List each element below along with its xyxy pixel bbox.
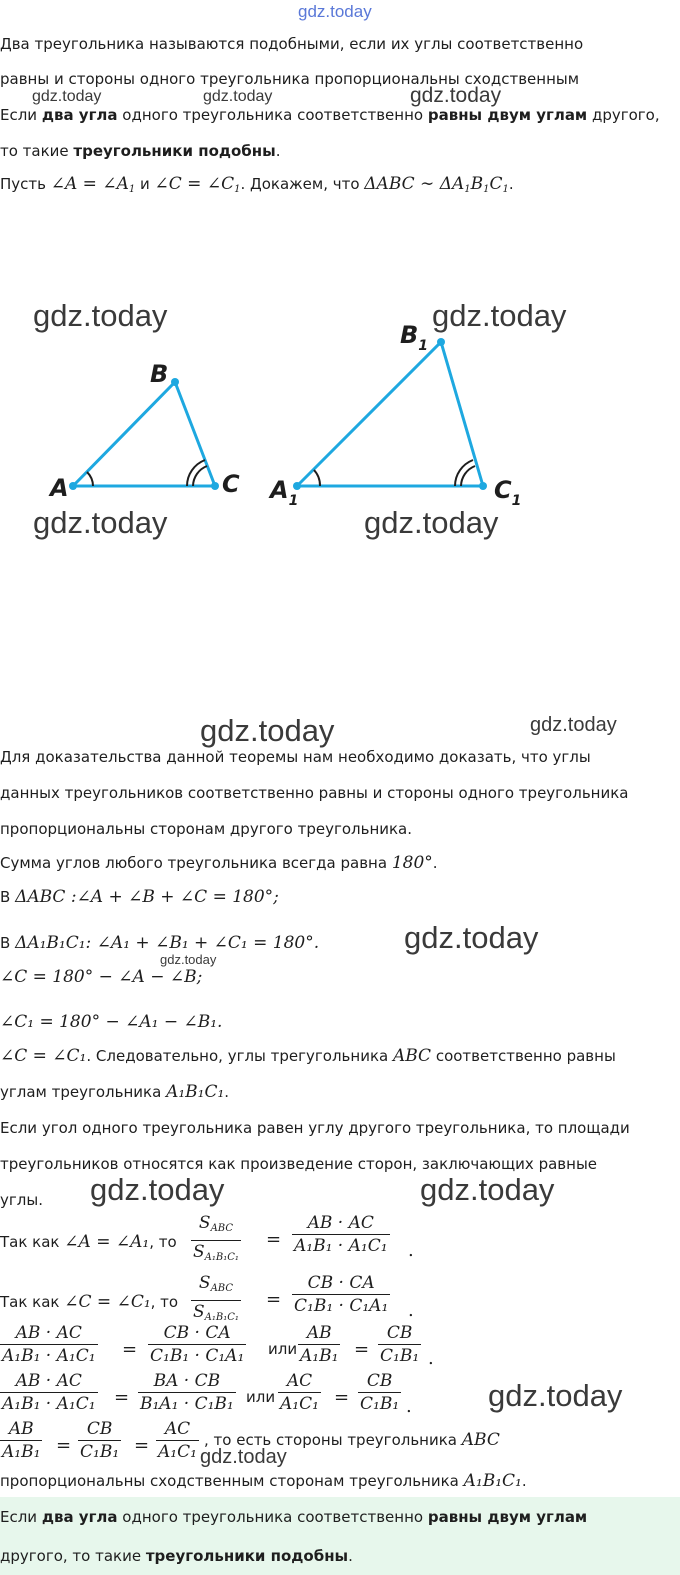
denominator: A₁B₁ · A₁C₁ — [2, 1346, 96, 1366]
fraction — [138, 1370, 236, 1415]
fraction — [298, 1322, 340, 1367]
equals-sign: = — [266, 1229, 282, 1250]
proof-line-8 — [0, 1012, 222, 1032]
subscript: A₁B₁C₁ — [204, 1252, 239, 1263]
text: . — [348, 1547, 353, 1565]
numerator: AB · AC — [15, 1323, 82, 1343]
proof-line-4 — [0, 853, 438, 873]
denominator: A₁B₁ · A₁C₁ — [2, 1394, 96, 1414]
conclusion-line-1 — [0, 1507, 587, 1527]
math: S — [193, 1242, 205, 1262]
text: и — [135, 175, 155, 193]
text: . — [432, 854, 438, 872]
text: соответственно равны — [431, 1047, 616, 1065]
fraction — [0, 1322, 98, 1367]
vertex-label-c1 — [494, 476, 521, 509]
numerator: CB · CA — [163, 1323, 231, 1343]
text: В — [0, 888, 16, 906]
fraction-sides — [292, 1212, 390, 1257]
text: Пусть — [0, 175, 51, 193]
text: . — [275, 142, 281, 160]
bold-text: два угла — [41, 1508, 118, 1526]
text: одного треугольника соответственно — [117, 106, 428, 124]
proof-line-9 — [0, 1046, 616, 1066]
label: B — [400, 321, 419, 349]
definition-line-1: Два треугольника называются подобными, если их углы соответственно — [0, 35, 584, 53]
text: . — [521, 1472, 527, 1490]
triangle-abc — [48, 360, 240, 502]
subscript: 1 — [234, 184, 241, 195]
watermark: gdz.today — [488, 1378, 623, 1413]
denominator: A₁B₁ · A₁C₁ — [294, 1236, 388, 1256]
fraction — [0, 1370, 98, 1415]
fraction — [148, 1322, 246, 1367]
text: , то — [149, 1233, 177, 1251]
theorem-line-1 — [0, 105, 660, 125]
period: . — [408, 1240, 414, 1261]
subscript: A₁B₁C₁ — [204, 1312, 239, 1323]
proof-line-12: треугольников относятся как произведение сторон, заключающих равные — [0, 1155, 598, 1173]
watermark: gdz.today — [32, 88, 102, 105]
period: . — [406, 1396, 412, 1417]
equals-sign: = — [354, 1339, 370, 1360]
bold-text: треугольники подобны — [73, 142, 276, 160]
subscript: 1 — [464, 184, 471, 195]
subscript: 1 — [483, 184, 490, 195]
subscript: 1 — [502, 184, 509, 195]
watermark: gdz.today — [200, 1446, 287, 1468]
numerator: AC — [286, 1371, 313, 1391]
numerator: AB — [8, 1419, 34, 1439]
watermark-top: gdz.today — [298, 2, 372, 21]
conclusion-line-2 — [0, 1546, 353, 1566]
denominator: A₁B₁ — [300, 1346, 339, 1366]
math: A₁B₁C₁ — [166, 1082, 225, 1102]
vertex-label-a1 — [268, 476, 298, 509]
math: S — [193, 1302, 205, 1322]
text: одного треугольника соответственно — [117, 1508, 428, 1526]
math: ∠C = ∠C₁ — [64, 1292, 151, 1312]
math: ABC — [461, 1430, 500, 1450]
watermark: gdz.today — [364, 505, 499, 540]
math: C — [489, 174, 503, 194]
numerator: AB · AC — [307, 1213, 374, 1233]
denominator: C₁B₁ — [380, 1346, 420, 1366]
numerator: CB — [366, 1371, 393, 1391]
watermark: gdz.today — [160, 952, 217, 967]
theorem-line-2 — [0, 141, 280, 161]
text: другого, то такие — [0, 1547, 146, 1565]
ratio-1-prefix — [0, 1232, 177, 1252]
or-text: или — [268, 1340, 298, 1358]
proof-line-5 — [0, 887, 279, 907]
label-sub: 1 — [288, 493, 299, 509]
math: ΔABC ∼ ΔA — [364, 174, 465, 194]
math: ∠C₁ = 180° − ∠A₁ − ∠B₁. — [0, 1012, 223, 1032]
denominator: C₁B₁ — [80, 1442, 120, 1462]
watermark: gdz.today — [33, 505, 168, 540]
let-line — [0, 174, 514, 200]
watermark: gdz.today — [200, 713, 335, 748]
proof-line-10 — [0, 1082, 229, 1102]
final-line — [0, 1471, 527, 1491]
fraction — [278, 1370, 321, 1415]
or-text: или — [246, 1388, 276, 1406]
math-expr — [155, 174, 241, 194]
watermark: gdz.today — [203, 88, 273, 105]
proof-line-6 — [0, 933, 319, 953]
equals-sign: = — [334, 1387, 350, 1408]
text: Так как — [0, 1233, 65, 1251]
denominator: B₁A₁ · C₁B₁ — [140, 1394, 234, 1414]
denominator — [191, 1240, 241, 1269]
denominator: C₁B₁ · C₁A₁ — [150, 1346, 245, 1366]
text: , то — [150, 1293, 179, 1311]
label: C — [494, 476, 512, 504]
denominator: A₁C₁ — [280, 1394, 319, 1414]
triangle-a1b1c1 — [268, 321, 521, 509]
denominator: C₁B₁ — [360, 1394, 400, 1414]
text: В — [0, 934, 16, 952]
vertex-label-a: A — [50, 474, 69, 502]
math: ∠C = ∠C₁ — [0, 1046, 87, 1066]
text: . — [224, 1083, 230, 1101]
watermark: gdz.today — [410, 84, 502, 107]
text: . Докажем, что — [240, 175, 365, 193]
math: ∠A = ∠A₁ — [64, 1232, 150, 1252]
numerator: AB — [306, 1323, 332, 1343]
subscript: 1 — [128, 184, 136, 195]
numerator: CB — [86, 1419, 113, 1439]
numerator — [197, 1272, 235, 1300]
math: ∠A = ∠A — [50, 174, 129, 194]
fraction — [358, 1370, 401, 1415]
numerator: BA · CB — [153, 1371, 221, 1391]
text: . — [508, 175, 514, 193]
numerator: AB · AC — [15, 1371, 82, 1391]
fraction — [0, 1418, 42, 1463]
vertex-label-b1 — [400, 321, 428, 354]
text: Сумма углов любого треугольника всегда равна — [0, 854, 392, 872]
text: Если — [0, 1508, 42, 1526]
watermark: gdz.today — [432, 298, 567, 333]
math: 180° — [391, 853, 433, 873]
numerator: CB — [386, 1323, 413, 1343]
text: Так как — [0, 1293, 65, 1311]
text: . Следовательно, углы трегугольника — [86, 1047, 393, 1065]
period: . — [428, 1348, 434, 1369]
bold-text: равны двум углам — [427, 106, 588, 124]
numerator: CB · CA — [307, 1273, 375, 1293]
proof-line-11: Если угол одного треугольника равен углу другого треугольника, то площади — [0, 1119, 630, 1137]
equals-sign: = — [134, 1435, 150, 1456]
label: A — [270, 476, 289, 504]
fraction — [378, 1322, 421, 1367]
equals-sign: = — [56, 1435, 72, 1456]
numerator: AC — [164, 1419, 191, 1439]
proof-line-7 — [0, 967, 202, 987]
text: углам треугольника — [0, 1083, 167, 1101]
bold-text: треугольники подобны — [145, 1547, 349, 1565]
definition-line-2: равны и стороны одного треугольника пропорциональны сходственным — [0, 70, 580, 88]
numerator — [197, 1212, 235, 1240]
vertex-label-b: B — [150, 360, 169, 388]
ratio-5-text — [204, 1430, 500, 1450]
similarity-expr — [364, 174, 509, 194]
text: другого, — [587, 106, 660, 124]
text: Если — [0, 106, 42, 124]
fraction-area-ratio — [191, 1272, 241, 1329]
math: B — [470, 174, 484, 194]
math: S — [198, 1213, 211, 1233]
math: A₁B₁C₁ — [463, 1471, 522, 1491]
math: ΔABC :∠A + ∠B + ∠C = 180°; — [15, 887, 279, 907]
watermark: gdz.today — [90, 1172, 225, 1207]
vertex-label-c: C — [222, 470, 240, 498]
text: , то есть стороны треугольника — [204, 1431, 462, 1449]
math: S — [198, 1273, 211, 1293]
denominator: C₁B₁ · C₁A₁ — [294, 1296, 389, 1316]
math: ∠C = ∠C — [154, 174, 235, 194]
watermark: gdz.today — [404, 920, 539, 955]
ratio-2-prefix — [0, 1292, 178, 1312]
subscript: ABC — [210, 1223, 233, 1234]
text: то такие — [0, 142, 74, 160]
proof-line-2: данных треугольников соответственно равны и стороны одного треугольника — [0, 784, 629, 802]
math-expr — [51, 174, 135, 194]
fraction-area-ratio — [191, 1212, 241, 1269]
math: ∠C = 180° − ∠A − ∠B; — [0, 967, 203, 987]
proof-line-3: пропорциональны сторонам другого треугольника. — [0, 820, 413, 838]
equals-sign: = — [122, 1339, 138, 1360]
period: . — [408, 1300, 414, 1321]
proof-line-1: Для доказательства данной теоремы нам необходимо доказать, что углы — [0, 748, 591, 766]
math: ABC — [392, 1046, 432, 1066]
proof-line-13: углы. — [0, 1191, 43, 1209]
watermark: gdz.today — [420, 1172, 555, 1207]
denominator: A₁C₁ — [158, 1442, 197, 1462]
math: ΔA₁B₁C₁: ∠A₁ + ∠B₁ + ∠C₁ = 180°. — [15, 933, 320, 953]
equals-sign: = — [266, 1289, 282, 1310]
watermark: gdz.today — [530, 714, 617, 736]
bold-text: два угла — [41, 106, 118, 124]
fraction — [78, 1418, 121, 1463]
text: пропорциональны сходственным сторонам треугольника — [0, 1472, 464, 1490]
fraction-sides — [292, 1272, 390, 1317]
equals-sign: = — [114, 1387, 130, 1408]
denominator: A₁B₁ — [2, 1442, 41, 1462]
fraction — [156, 1418, 199, 1463]
label-sub: 1 — [511, 493, 522, 509]
triangles-figure — [0, 320, 680, 520]
label-sub: 1 — [418, 338, 429, 354]
bold-text: равны двум углам — [427, 1508, 588, 1526]
watermark: gdz.today — [33, 298, 168, 333]
subscript: ABC — [210, 1283, 233, 1294]
